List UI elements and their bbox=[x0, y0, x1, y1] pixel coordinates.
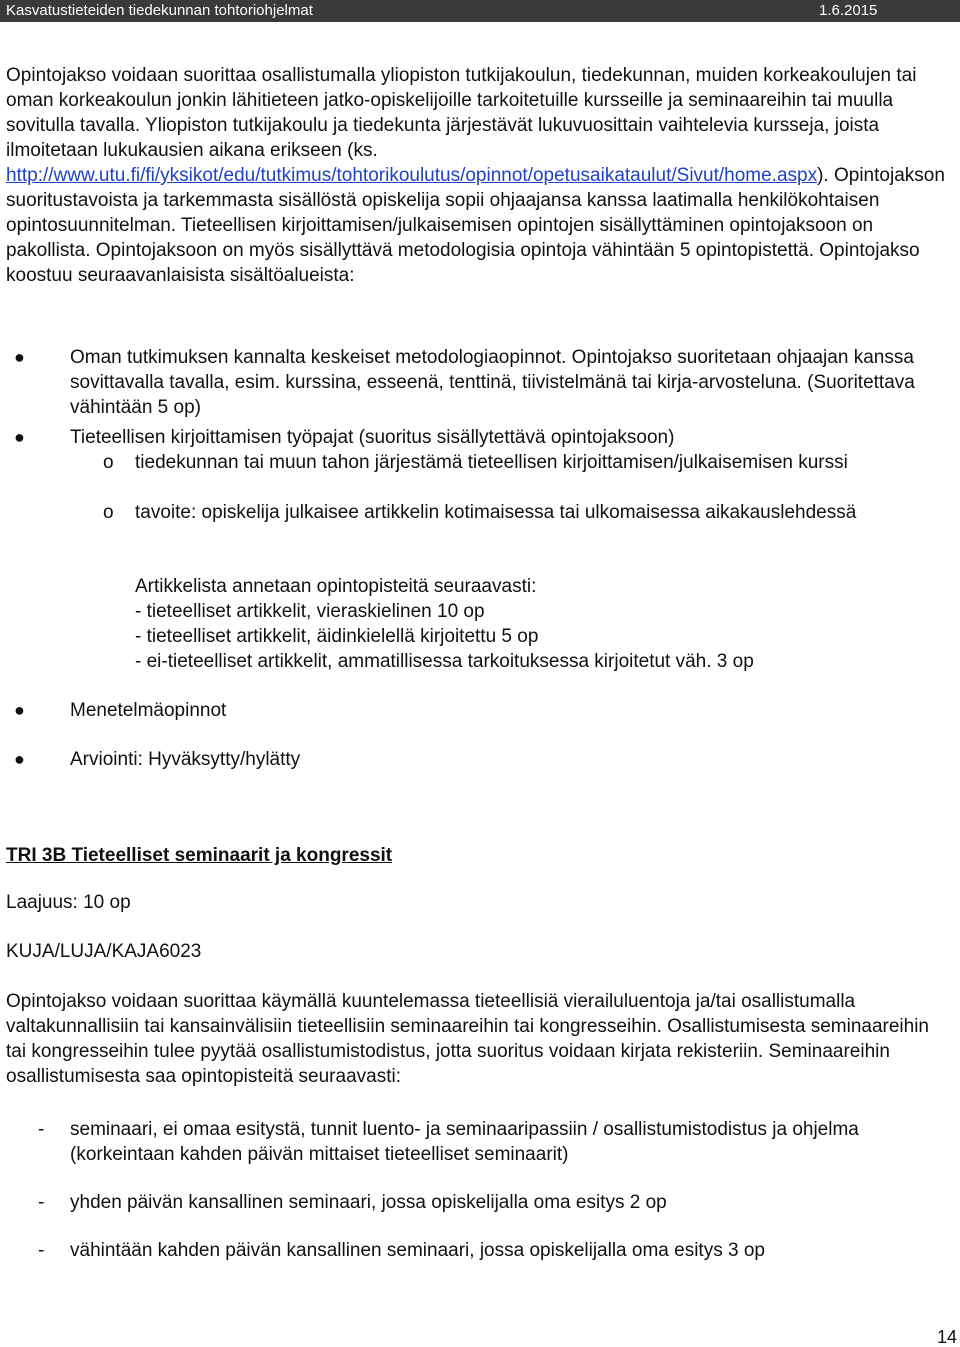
bullet-icon: ● bbox=[14, 700, 25, 720]
credit-line-non-scientific: - ei-tieteelliset artikkelit, ammatillisessa tarkoituksessa kirjoitetut väh. 3 op bbox=[135, 651, 754, 672]
list-item-method-studies: Menetelmäopinnot bbox=[70, 700, 227, 721]
intro-paragraph bbox=[6, 63, 954, 288]
page-number: 14 bbox=[937, 1327, 958, 1347]
bullet-icon: ● bbox=[14, 347, 25, 367]
sub-bullet-icon: o bbox=[103, 452, 114, 473]
header-date: 1.6.2015 bbox=[819, 2, 878, 19]
credit-line-native-language: - tieteelliset artikkelit, äidinkielellä kirjoitettu 5 op bbox=[135, 626, 539, 647]
dash-marker: - bbox=[38, 1240, 45, 1261]
list-item-one-day-seminar: yhden päivän kansallinen seminaari, jossa opiskelijalla oma esitys 2 op bbox=[70, 1192, 667, 1213]
section-course-code: KUJA/LUJA/KAJA6023 bbox=[6, 941, 202, 962]
header-title: Kasvatustieteiden tiedekunnan tohtoriohjelmat bbox=[6, 2, 313, 19]
sub-bullet-icon: o bbox=[103, 502, 114, 523]
list-item-seminar-no-presentation: seminaari, ei omaa esitystä, tunnit luento- ja seminaaripassiin / osallistumistodistus ja ohjelma (korkeintaan kahden päivän mittaiset tieteelliset seminaarit) bbox=[70, 1119, 859, 1165]
list-item-two-day-seminar: vähintään kahden päivän kansallinen seminaari, jossa opiskelijalla oma esitys 3 op bbox=[70, 1240, 765, 1261]
list-item-writing-workshops: Tieteellisen kirjoittamisen työpajat (suoritus sisällytettävä opintojaksoon) bbox=[70, 427, 675, 448]
credit-line-foreign-language: - tieteelliset artikkelit, vieraskielinen 10 op bbox=[135, 601, 485, 622]
list-item-methodology: Oman tutkimuksen kannalta keskeiset metodologiaopinnot. Opintojakso suoritetaan ohjaajan kanssa sovittavalla tavalla, esim. kurssina, esseenä, tenttinä, tiivistelmänä tai kirja-arvosteluna. (Suoritettava vähintään 5 op) bbox=[70, 347, 915, 418]
list-item-assessment: Arviointi: Hyväksytty/hylätty bbox=[70, 749, 301, 770]
bullet-icon: ● bbox=[14, 749, 25, 769]
credits-intro: Artikkelista annetaan opintopisteitä seuraavasti: bbox=[135, 576, 537, 597]
bullet-icon: ● bbox=[14, 427, 25, 447]
section-scope: Laajuus: 10 op bbox=[6, 892, 131, 913]
page-header bbox=[0, 0, 960, 22]
section-heading: TRI 3B Tieteelliset seminaarit ja kongressit bbox=[6, 845, 393, 866]
dash-marker: - bbox=[38, 1119, 45, 1140]
schedule-link[interactable]: http://www.utu.fi/fi/yksikot/edu/tutkimus/tohtorikoulutus/opinnot/opetusaikataulut/Sivut/home.aspx bbox=[6, 165, 818, 186]
section-description: Opintojakso voidaan suorittaa käymällä kuuntelemassa tieteellisiä vierailuluentoja ja/tai osallistumalla valtakunnallisiin tai kansainvälisiin tieteellisiin seminaareihin tai kongresseihin. Osallistumisesta seminaareihin tai kongresseihin tulee pyytää osallistumistodistus, jotta suoritus voidaan kirjata rekisteriin. Seminaareihin osallistumisesta saa opintopisteitä seuraavasti: bbox=[6, 991, 930, 1087]
sub-item-writing-course: tiedekunnan tai muun tahon järjestämä tieteellisen kirjoittamisen/julkaisemisen kurssi bbox=[135, 452, 848, 473]
dash-marker: - bbox=[38, 1192, 45, 1213]
sub-item-article-goal: tavoite: opiskelija julkaisee artikkelin kotimaisessa tai ulkomaisessa aikakauslehdessä bbox=[135, 502, 857, 523]
intro-text-after-link: ). Opintojakson suoritustavoista ja tarkemmasta sisällöstä opiskelija sopii ohjaajansa kanssa laatimalla henkilökohtaisen opintosuunnitelman. Tieteellisen kirjoittamisen/julkaisemisen opintojen sisällyttäminen opintojaksoon on pakollista. Opintojaksoon on myös sisällyttävä metodologisia opintoja vähintään 5 opintopistettä. Opintojakso koostuu seuraavanlaisista sisältöalueista: bbox=[6, 165, 945, 286]
intro-text-before-link: Opintojakso voidaan suorittaa osallistumalla yliopiston tutkijakoulun, tiedekunnan, muiden korkeakoulujen tai oman korkeakoulun jonkin lähitieteen jatko-opiskelijoille tarkoitetuille kursseille ja seminaareihin tai muulla sovitulla tavalla. Yliopiston tutkijakoulu ja tiedekunta järjestävät lukuvuosittain vaihtelevia kursseja, joista ilmoitetaan lukukausien aikana erikseen (ks. bbox=[6, 65, 917, 161]
